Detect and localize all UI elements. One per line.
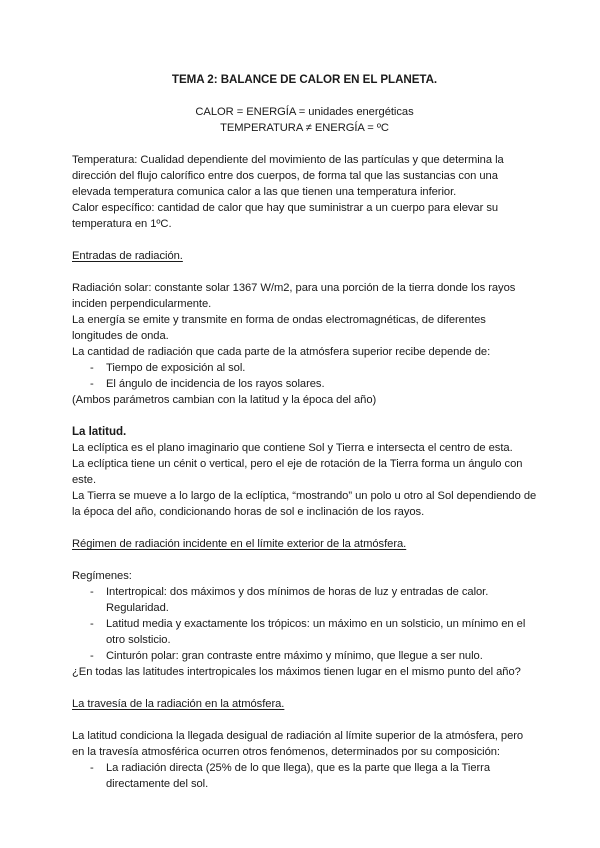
definition-temperatura: Temperatura: Cualidad dependiente del movimiento de las partículas y que determina la dirección del flujo calorífico entre dos cuerpos, de forma tal que las sustancias con una elevada temperatura comunica calor a las que tienen una temperatura inferior. [72, 154, 504, 198]
heading-travesia-radiacion: La travesía de la radiación en la atmósfera. [72, 698, 285, 710]
document-title: TEMA 2: BALANCE DE CALOR EN EL PLANETA. [171, 73, 438, 86]
heading-entradas-radiacion: Entradas de radiación. [72, 250, 183, 262]
list-item: - Intertropical: dos máximos y dos mínimos de horas de luz y entradas de calor. Regularidad. [72, 584, 537, 616]
document-body [72, 72, 537, 792]
paragraph: La eclíptica tiene un cénit o vertical, pero el eje de rotación de la Tierra forma un ángulo con este. [72, 458, 523, 486]
dash-list [72, 760, 537, 792]
paragraph: La energía se emite y transmite en forma de ondas electromagnéticas, de diferentes longitudes de onda. [72, 314, 486, 342]
paragraph: (Ambos parámetros cambian con la latitud y la época del año) [72, 394, 377, 406]
paragraph: La latitud condiciona la llegada desigual de radiación al límite superior de la atmósfera, pero en la travesía atmosférica ocurren otros fenómenos, determinados por su composición: [72, 730, 524, 758]
paragraph: La Tierra se mueve a lo largo de la eclíptica, “mostrando” un polo u otro al Sol dependiendo de la época del año, condicionando horas de sol e inclinación de los rayos. [72, 490, 537, 518]
dash-list [72, 360, 537, 392]
definition-calor-especifico: Calor específico: cantidad de calor que hay que suministrar a un cuerpo para elevar su temperatura en 1ºC. [72, 202, 499, 230]
heading-latitud: La latitud. [72, 425, 127, 438]
heading-regimen-radiacion: Régimen de radiación incidente en el límite exterior de la atmósfera. [72, 538, 407, 550]
list-item: - Latitud media y exactamente los trópicos: un máximo en un solsticio, un mínimo en el otro solsticio. [72, 616, 537, 648]
paragraph: ¿En todas las latitudes intertropicales los máximos tienen lugar en el mismo punto del año? [72, 666, 521, 678]
formula-temperatura: TEMPERATURA ≠ ENERGÍA = ºC [220, 122, 389, 134]
paragraph: Radiación solar: constante solar 1367 W/m2, para una porción de la tierra donde los rayos inciden perpendicularmente. [72, 282, 516, 310]
list-item: - La radiación directa (25% de lo que llega), que es la parte que llega a la Tierra directamente del sol. [72, 760, 537, 792]
paragraph: La cantidad de radiación que cada parte de la atmósfera superior recibe depende de: [72, 346, 491, 358]
list-item: - El ángulo de incidencia de los rayos solares. [72, 376, 537, 392]
dash-list [72, 584, 537, 664]
paragraph: Regímenes: [72, 570, 132, 582]
list-item: - Cinturón polar: gran contraste entre máximo y mínimo, que llegue a ser nulo. [72, 648, 537, 664]
list-item: - Tiempo de exposición al sol. [72, 360, 537, 376]
formula-calor: CALOR = ENERGÍA = unidades energéticas [195, 106, 414, 118]
paragraph: La eclíptica es el plano imaginario que contiene Sol y Tierra e intersecta el centro de esta. [72, 442, 513, 454]
